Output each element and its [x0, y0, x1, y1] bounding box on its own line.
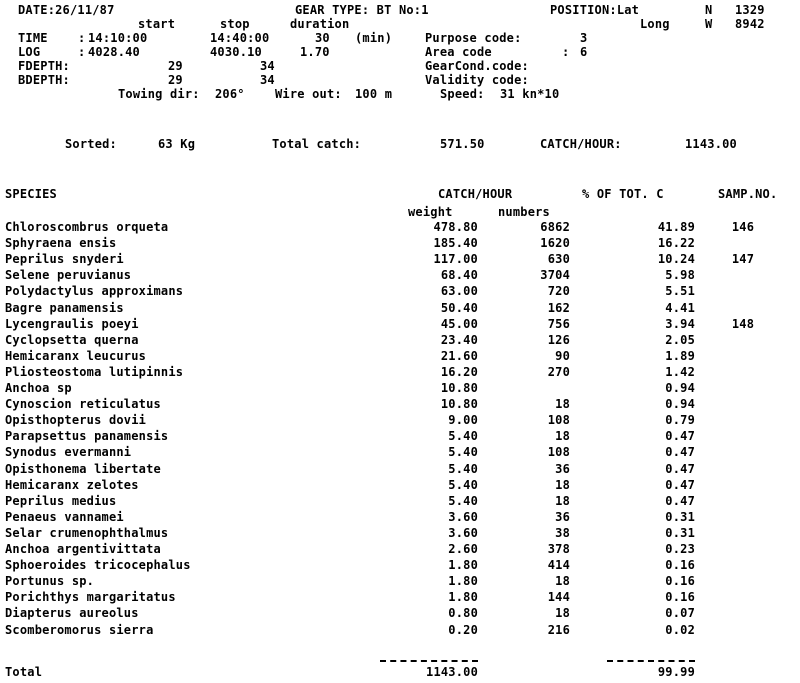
long-direction: W — [705, 17, 713, 31]
percent-value: 41.89 — [657, 220, 695, 234]
percent-value: 0.16 — [665, 558, 695, 573]
log-start: 4028.40 — [88, 45, 140, 59]
percent-value: 0.47 — [665, 461, 695, 476]
table-row — [0, 349, 800, 365]
weight-value: 5.40 — [448, 493, 478, 508]
towing-label: Towing dir: — [118, 87, 200, 101]
species-name: Chloroscombrus orqueta — [5, 220, 169, 234]
bdepth-label: BDEPTH: — [18, 73, 70, 87]
col-duration-header: duration — [290, 17, 350, 31]
table-row — [0, 317, 800, 333]
percent-value: 0.94 — [665, 397, 695, 412]
species-name: Polydactylus approximans — [5, 284, 184, 299]
total-weight: 1143.00 — [426, 665, 478, 679]
weight-value: 23.40 — [440, 332, 478, 347]
weight-value: 5.40 — [448, 429, 478, 444]
species-name: Diapterus aureolus — [5, 606, 139, 621]
numbers-value: 630 — [547, 252, 570, 267]
table-row — [0, 478, 800, 494]
numbers-value: 36 — [555, 509, 570, 524]
purpose-value: 3 — [580, 31, 588, 45]
percent-value: 5.98 — [665, 268, 695, 283]
wire-value: 100 m — [355, 87, 393, 101]
table-row — [0, 590, 800, 606]
table-row — [0, 301, 800, 317]
numbers-value: 90 — [555, 348, 570, 363]
bdepth-stop: 34 — [260, 73, 275, 87]
percent-value: 16.22 — [657, 236, 695, 251]
table-row — [0, 365, 800, 381]
species-name: Cynoscion reticulatus — [5, 397, 161, 412]
table-row — [0, 542, 800, 558]
table-row — [0, 445, 800, 461]
table-row — [0, 462, 800, 478]
species-column-header: SPECIES — [5, 187, 57, 201]
duration-unit: (min) — [355, 31, 393, 45]
table-row — [0, 236, 800, 252]
separator-colon: : — [78, 45, 86, 59]
percent-value: 0.94 — [665, 381, 695, 395]
species-name: Penaeus vannamei — [5, 509, 124, 524]
species-name: Bagre panamensis — [5, 300, 124, 315]
percent-value: 0.47 — [665, 493, 695, 508]
weight-value: 5.40 — [448, 445, 478, 460]
lat-direction: N — [705, 3, 713, 17]
table-row — [0, 574, 800, 590]
percent-value: 0.31 — [665, 509, 695, 524]
separator-colon: : — [562, 45, 570, 59]
separator-colon: : — [78, 31, 86, 45]
time-stop: 14:40:00 — [210, 31, 270, 45]
numbers-value: 38 — [555, 525, 570, 540]
wire-label: Wire out: — [275, 87, 342, 101]
percent-value: 0.02 — [665, 622, 695, 637]
species-name: Lycengraulis poeyi — [5, 316, 139, 331]
table-row — [0, 558, 800, 574]
table-row — [0, 494, 800, 510]
weight-subheader: weight — [408, 205, 453, 219]
weight-value: 185.40 — [433, 236, 478, 251]
long-value: 8942 — [735, 17, 765, 31]
weight-value: 117.00 — [433, 252, 478, 267]
weight-value: 16.20 — [440, 364, 478, 379]
percent-value: 0.79 — [665, 413, 695, 428]
species-name: Sphoeroides tricocephalus — [5, 558, 191, 573]
species-name: Synodus evermanni — [5, 445, 132, 460]
species-name: Portunus sp. — [5, 574, 95, 589]
percent-total-rule — [607, 660, 695, 662]
weight-value: 0.80 — [448, 606, 478, 621]
numbers-value: 36 — [555, 461, 570, 476]
long-label: Long — [640, 17, 670, 31]
table-row — [0, 429, 800, 445]
date-field: DATE:26/11/87 — [18, 3, 115, 17]
sample-number-header: SAMP.NO. — [718, 187, 778, 201]
percent-value: 1.89 — [665, 348, 695, 363]
table-row — [0, 333, 800, 349]
fdepth-start: 29 — [168, 59, 183, 73]
numbers-subheader: numbers — [498, 205, 550, 219]
table-row — [0, 252, 800, 268]
percent-value: 1.42 — [665, 364, 695, 379]
log-label: LOG — [18, 45, 41, 59]
weight-value: 63.00 — [440, 284, 478, 299]
lat-value: 1329 — [735, 3, 765, 17]
weight-value: 50.40 — [440, 300, 478, 315]
towing-value: 206° — [215, 87, 245, 101]
numbers-value: 378 — [547, 542, 570, 556]
table-row — [0, 526, 800, 542]
percent-value: 0.07 — [665, 606, 695, 621]
species-name: Sphyraena ensis — [5, 236, 117, 251]
numbers-value: 108 — [547, 445, 570, 460]
species-name: Peprilus snyderi — [5, 252, 124, 267]
percent-value: 0.47 — [665, 429, 695, 444]
purpose-label: Purpose code: — [425, 31, 522, 45]
species-name: Anchoa argentivittata — [5, 542, 161, 556]
weight-value: 21.60 — [440, 348, 478, 363]
percent-value: 0.31 — [665, 525, 695, 540]
numbers-value: 126 — [547, 332, 570, 347]
species-name: Anchoa sp — [5, 381, 72, 395]
percent-value: 3.94 — [665, 316, 695, 331]
catch-per-hour-label: CATCH/HOUR: — [540, 137, 622, 151]
speed-label: Speed: — [440, 87, 485, 101]
sample-number: 148 — [731, 316, 755, 331]
validity-label: Validity code: — [425, 73, 529, 87]
weight-value: 1.80 — [448, 558, 478, 573]
weight-value: 10.80 — [440, 397, 478, 412]
percent-value: 0.47 — [665, 445, 695, 460]
percent-total-header: % OF TOT. C — [582, 187, 664, 201]
weight-value: 3.60 — [448, 509, 478, 524]
species-name: Pliosteostoma lutipinnis — [5, 364, 184, 379]
numbers-value: 18 — [555, 606, 570, 621]
weight-value: 9.00 — [448, 413, 478, 428]
numbers-value: 108 — [547, 413, 570, 428]
numbers-value: 414 — [547, 558, 570, 573]
table-row — [0, 268, 800, 284]
numbers-value: 144 — [547, 590, 570, 605]
numbers-value: 756 — [547, 316, 570, 331]
numbers-value: 216 — [547, 622, 570, 637]
sample-number: 146 — [731, 220, 755, 234]
total-catch-value: 571.50 — [440, 137, 485, 151]
table-row — [0, 510, 800, 526]
weight-value: 68.40 — [440, 268, 478, 283]
sample-number: 147 — [731, 252, 755, 267]
species-name: Cyclopsetta querna — [5, 332, 139, 347]
area-value: 6 — [580, 45, 588, 59]
numbers-value: 6862 — [540, 220, 570, 234]
species-name: Opisthopterus dovii — [5, 413, 147, 428]
sorted-value: 63 Kg — [158, 137, 196, 151]
table-row — [0, 623, 800, 639]
weight-value: 478.80 — [433, 220, 478, 234]
weight-value: 10.80 — [440, 381, 478, 395]
weight-value: 5.40 — [448, 477, 478, 492]
species-name: Scomberomorus sierra — [5, 622, 154, 637]
percent-value: 0.47 — [665, 477, 695, 492]
weight-value: 1.80 — [448, 590, 478, 605]
table-row — [0, 606, 800, 622]
area-label: Area code — [425, 45, 492, 59]
weight-value: 45.00 — [440, 316, 478, 331]
fdepth-label: FDEPTH: — [18, 59, 70, 73]
col-stop-header: stop — [220, 17, 250, 31]
percent-value: 2.05 — [665, 332, 695, 347]
log-stop: 4030.10 — [210, 45, 262, 59]
numbers-value: 270 — [547, 364, 570, 379]
table-row — [0, 220, 800, 236]
table-row — [0, 413, 800, 429]
time-start: 14:10:00 — [88, 31, 148, 45]
species-name: Hemicaranx leucurus — [5, 348, 147, 363]
numbers-value: 18 — [555, 493, 570, 508]
species-name: Porichthys margaritatus — [5, 590, 176, 605]
table-row — [0, 284, 800, 300]
time-label: TIME — [18, 31, 48, 45]
numbers-value: 3704 — [540, 268, 570, 283]
percent-value: 0.16 — [665, 574, 695, 589]
gear-type-field: GEAR TYPE: BT No:1 — [295, 3, 429, 17]
percent-value: 5.51 — [665, 284, 695, 299]
bdepth-start: 29 — [168, 73, 183, 87]
gearcond-label: GearCond.code: — [425, 59, 529, 73]
duration-value: 30 — [315, 31, 330, 45]
percent-value: 0.16 — [665, 590, 695, 605]
fdepth-stop: 34 — [260, 59, 275, 73]
numbers-value: 720 — [547, 284, 570, 299]
table-row — [0, 381, 800, 397]
total-catch-label: Total catch: — [272, 137, 362, 151]
species-name: Opisthonema libertate — [5, 461, 161, 476]
speed-value: 31 kn*10 — [500, 87, 560, 101]
numbers-value: 18 — [555, 574, 570, 589]
total-row-label: Total — [5, 665, 43, 679]
catch-per-hour-value: 1143.00 — [685, 137, 737, 151]
species-name: Selar crumenophthalmus — [5, 525, 169, 540]
numbers-value: 18 — [555, 477, 570, 492]
numbers-value: 162 — [547, 300, 570, 315]
species-name: Selene peruvianus — [5, 268, 132, 283]
species-name: Peprilus medius — [5, 493, 117, 508]
numbers-value: 18 — [555, 429, 570, 444]
species-name: Hemicaranx zelotes — [5, 477, 139, 492]
sorted-label: Sorted: — [65, 137, 117, 151]
numbers-value: 18 — [555, 397, 570, 412]
total-percent: 99.99 — [657, 665, 695, 679]
weight-value: 5.40 — [448, 461, 478, 476]
log-distance: 1.70 — [300, 45, 330, 59]
weight-value: 3.60 — [448, 525, 478, 540]
numbers-value: 1620 — [540, 236, 570, 251]
weight-total-rule — [380, 660, 478, 662]
species-name: Parapsettus panamensis — [5, 429, 169, 444]
percent-value: 10.24 — [657, 252, 695, 267]
col-start-header: start — [138, 17, 176, 31]
table-row — [0, 397, 800, 413]
weight-value: 2.60 — [448, 542, 478, 556]
percent-value: 4.41 — [665, 300, 695, 315]
position-label: POSITION:Lat — [550, 3, 640, 17]
weight-value: 1.80 — [448, 574, 478, 589]
percent-value: 0.23 — [665, 542, 695, 556]
weight-value: 0.20 — [448, 622, 478, 637]
catch-per-hour-header: CATCH/HOUR — [438, 187, 513, 201]
